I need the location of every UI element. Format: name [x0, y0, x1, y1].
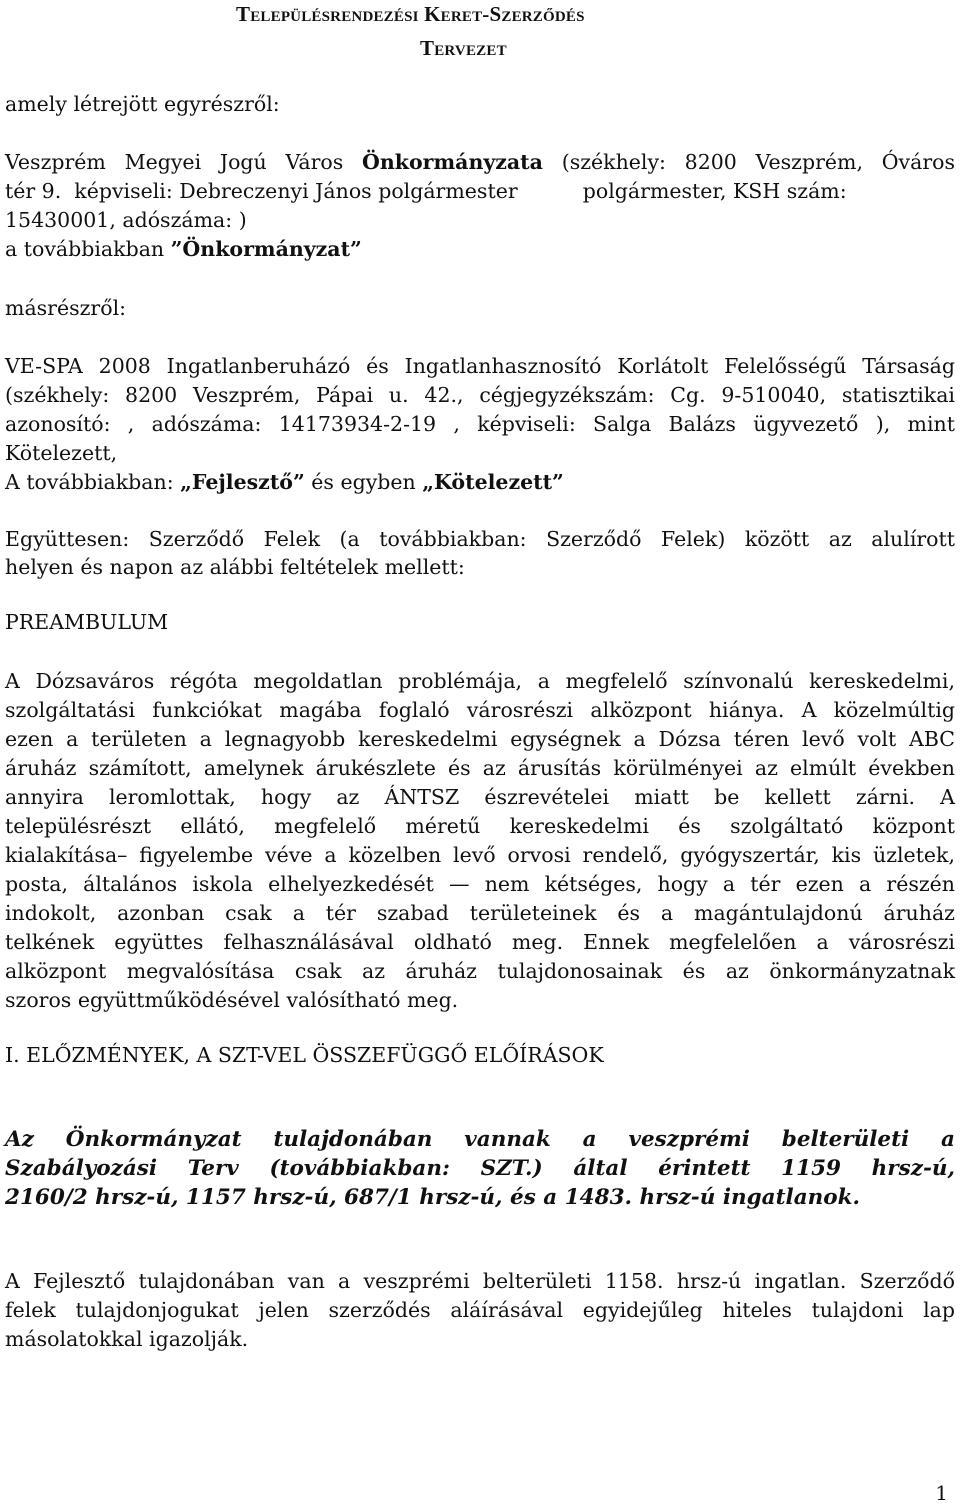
preambulum-line: szolgáltatási funkciókat magába foglaló városrészi alközpont hiánya. A közelmúltig: [5, 698, 955, 722]
developer-alias: „Fejlesztő”: [180, 470, 305, 494]
party-2-line-4: Kötelezett,: [5, 441, 118, 465]
preambulum-line: áruház számított, amelynek árukészlete és az árusítás körülményei az elmúlt években: [5, 756, 955, 780]
other-side-label: másrészről:: [5, 296, 127, 320]
document-title: Településrendezési Keret-Szerződés: [236, 2, 585, 26]
preambulum-line: posta, általános iskola elhelyezkedését — nem kétséges, hogy a tér ezen a részén: [5, 872, 955, 896]
developer-ownership-last-line: másolatokkal igazolják.: [5, 1327, 249, 1351]
preambulum-line: kialakítása– figyelembe véve a közelben levő orvosi rendelő, gyógyszertár, kis üzletek,: [5, 843, 955, 867]
party-1-line-2: tér 9. képviseli: Debreczenyi János polgármester polgármester, KSH szám:: [5, 179, 847, 203]
preambulum-line: ezen a területen a legnagyobb kereskedelmi egységnek a Dózsa téren levő volt ABC: [5, 727, 955, 751]
party-2-line-1: VE-SPA 2008 Ingatlanberuházó és Ingatlanhasznosító Korlátolt Felelősségű Társaság: [5, 354, 955, 378]
obligor-alias: „Kötelezett”: [422, 470, 564, 494]
preambulum-line: A Dózsaváros régóta megoldatlan problémája, a megfelelő színvonalú kereskedelmi,: [5, 669, 955, 693]
developer-ownership-line: felek tulajdonjogukat jelen szerződés aláírásával egyidejűleg hiteles tulajdoni lap: [5, 1298, 955, 1322]
page-number: 1: [935, 1481, 948, 1505]
section-1-heading: I. ELŐZMÉNYEK, A SZT-VEL ÖSSZEFÜGGŐ ELŐÍRÁSOK: [5, 1043, 604, 1067]
party-1-alias: ”Önkormányzat”: [170, 237, 362, 261]
party-1-line-3: 15430001, adószáma: ): [5, 208, 247, 232]
parties-intro: amely létrejött egyrészről:: [5, 92, 280, 116]
party-1-line-1: Veszprém Megyei Jogú Város Önkormányzata (székhely: 8200 Veszprém, Óváros: [5, 150, 955, 174]
preambulum-line: telkének együttes felhasználásával oldható meg. Ennek megfelelően a városrészi: [5, 930, 955, 954]
together-line-2: helyen és napon az alábbi feltételek mellett:: [5, 555, 465, 579]
ownership-line: Az Önkormányzat tulajdonában vannak a veszprémi belterületi a: [5, 1127, 955, 1152]
document-subtitle: Tervezet: [420, 36, 507, 60]
preambulum-heading: PREAMBULUM: [5, 610, 169, 634]
preambulum-line: indokolt, azonban csak a tér szabad területeinek és a magántulajdonú áruház: [5, 901, 955, 925]
party-1-name: Önkormányzata: [362, 150, 543, 174]
preambulum-line: településrészt ellátó, megfelelő méretű kereskedelmi és szolgáltató központ: [5, 814, 955, 838]
party-1-line-4: a továbbiakban ”Önkormányzat”: [5, 237, 362, 261]
ownership-last-line: 2160/2 hrsz-ú, 1157 hrsz-ú, 687/1 hrsz-ú, és a 1483. hrsz-ú ingatlanok.: [5, 1185, 860, 1210]
preambulum-line: alközpont megvalósítása csak az áruház tulajdonosainak és az önkormányzatnak: [5, 959, 955, 983]
party-2-line-2: (székhely: 8200 Veszprém, Pápai u. 42., cégjegyzékszám: Cg. 9-510040, statisztikai: [5, 383, 955, 407]
developer-ownership-line: A Fejlesztő tulajdonában van a veszprémi belterületi 1158. hrsz-ú ingatlan. Szerződő: [5, 1269, 955, 1293]
preambulum-last-line: szoros együttműködésével valósítható meg.: [5, 988, 459, 1012]
preambulum-line: annyira leromlottak, hogy az ÁNTSZ észrevételei miatt be kellett zárni. A: [5, 785, 955, 809]
party-2-line-3: azonosító: , adószáma: 14173934-2-19 , képviseli: Salga Balázs ügyvezető ), mint: [5, 412, 955, 436]
ownership-line: Szabályozási Terv (továbbiakban: SZT.) által érintett 1159 hrsz-ú,: [5, 1156, 955, 1181]
together-line-1: Együttesen: Szerződő Felek (a továbbiakban: Szerződő Felek) között az alulírott: [5, 527, 955, 551]
party-2-line-5: A továbbiakban: „Fejlesztő” és egyben „Kötelezett”: [5, 470, 564, 494]
